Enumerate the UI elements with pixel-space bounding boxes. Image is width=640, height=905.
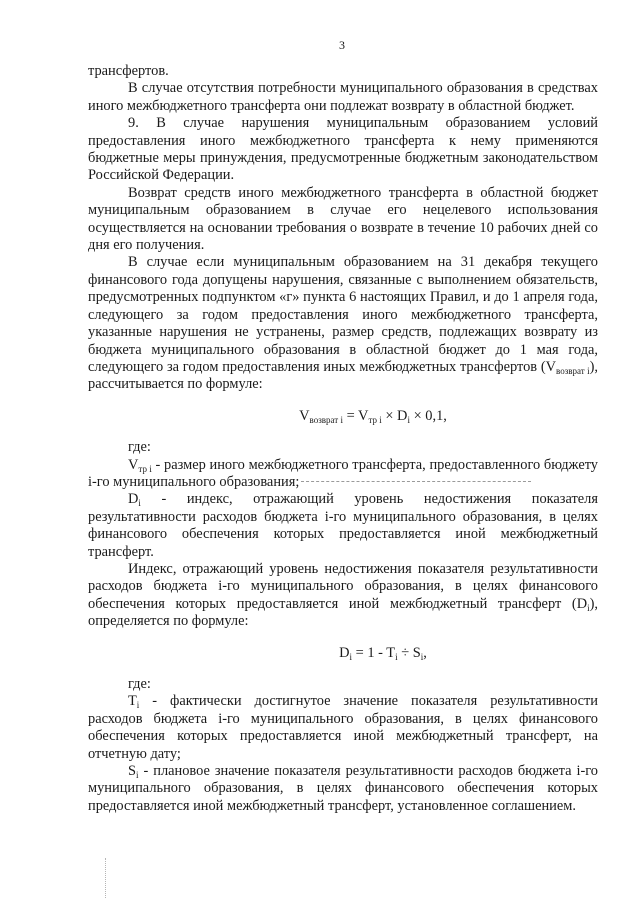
definition-s-i: $S_i$ - плановое значение показателя результативности расходов бюджета i-го муниципального образования, в целях финансового обеспечения которых предоставляется иной межбюджетный трансферт, установленное соглашением. [88,763,598,814]
formula-d-i: $D_i = 1 - T_i \div S_i$, [339,644,427,662]
definition-d-i: $D_i$ - индекс, отражающий уровень недостижения показателя результативности расходов бюджета i-го муниципального образования, в целях финансового обеспечения которых предоставляется иной межбюджетный трансферт. [88,491,598,560]
definition-t-i: $T_i$ - фактически достигнутое значение показателя результативности расходов бюджета i-го муниципального образования, в целях финансового обеспечения которых предоставляется иной межбюджетный трансферт, на отчетную дату; [88,693,598,762]
dashed-strike-line [301,481,531,482]
where-label-2: где: [128,676,151,692]
paragraph-index-definition: Индекс, отражающий уровень недостижения показателя результативности расходов бюджета i-го муниципального образования, в целях финансового обеспечения которых предоставляется иной межбюджетный трансферт $(D_i)$, определяется по формуле: [88,560,598,630]
v-return-subscript: возврат i [556,365,590,376]
paragraph-return-amount [88,254,598,393]
where-label-1: где: [128,439,151,456]
paragraph-return-amount-text: В случае если муниципальным образованием на 31 декабря текущего финансового года допущены нарушения, связанные с выполнением обязательств, предусмотренных подпунктом «г» пункта 6 настоящих Правил, и до 1 апреля года, следующего за годом предоставления иного межбюджетного трансферта, указанные нарушения не устранены, размер средств, подлежащих возврату из бюджета муниципального образования в областной бюджет до 1 мая года, следующего за годом предоставления иных межбюджетных трансфертов (V [88,254,598,375]
scan-margin-mark [105,858,109,898]
paragraph-return-amount-end: ), рассчитывается по формуле: [88,358,598,393]
page-number: 3 [339,38,345,52]
definition-v-tr: $V_{тр i}$ - размер иного межбюджетного трансферта, предоставленного бюджету i-го муниципального образования; [88,456,598,490]
formula-v-return: $V_{возврат i} = V_{тр i} \times D_i \times 0,1$, [299,407,447,425]
paragraph-continuation: трансфертов. [88,63,169,79]
paragraph-9-violation: 9. В случае нарушения муниципальным образованием условий предоставления иного межбюджетного трансферта к нему применяются бюджетные меры принуждения, предусмотренные бюджетным законодательством Российской Федерации. [88,115,598,184]
document-body [88,63,598,815]
paragraph-no-need-return: В случае отсутствия потребности муниципального образования в средствах иного межбюджетного трансферта они подлежат возврату в областной бюджет. [88,80,598,114]
paragraph-misuse-return: Возврат средств иного межбюджетного трансферта в областной бюджет муниципальным образованием в случае его нецелевого использования осуществляется на основании требования о возврате в течение 10 рабочих дней со дня его получения. [88,184,598,254]
